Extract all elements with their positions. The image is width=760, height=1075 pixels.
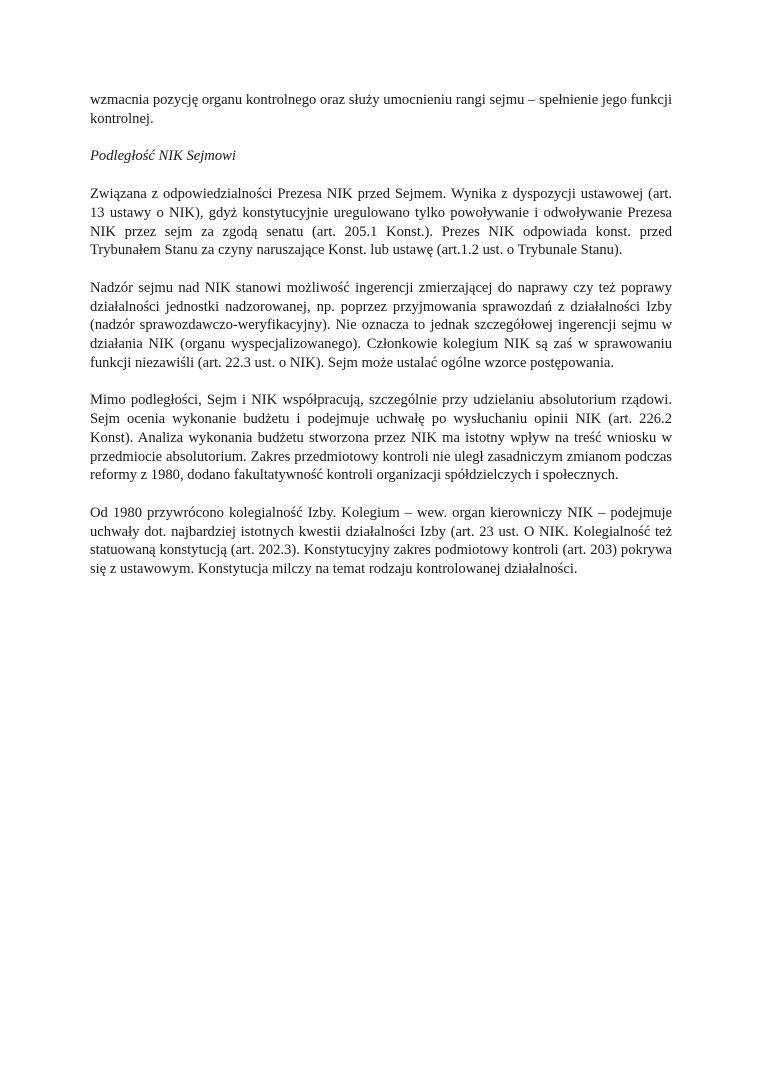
paragraph-collegiality: Od 1980 przywrócono kolegialność Izby. Kolegium – wew. organ kierowniczy NIK – podejmuje uchwały dot. najbardziej istotnych kwestii działalności Izby (art. 23 ust. O NIK. Kolegialność też statuowaną konstytucją (art. 202.3). Konstytucyjny zakres podmiotowy kontroli (art. 203) pokrywa się z ustawowym. Konstytucja milczy na temat rodzaju kontrolowanej działalności. xyxy=(90,504,672,578)
section-heading: Podległość NIK Sejmowi xyxy=(90,148,236,165)
paragraph-responsibility: Związana z odpowiedzialności Prezesa NIK przed Sejmem. Wynika z dyspozycji ustawowej (art. 13 ustawy o NIK), gdyż konstytucyjnie uregulowano tylko powoływanie i odwoływanie Prezesa NIK przez sejm za zgodą senatu (art. 205.1 Konst.). Prezes NIK odpowiada konst. przed Trybunałem Stanu za czyny naruszające Konst. lub ustawę (art.1.2 ust. o Trybunale Stanu). xyxy=(90,186,672,259)
paragraph-supervision: Nadzór sejmu nad NIK stanowi możliwość ingerencji zmierzającej do naprawy czy też poprawy działalności jednostki nadzorowanej, np. poprzez przyjmowania sprawozdań z działalności Izby (nadzór sprawozdawczo-weryfikacyjny). Nie oznacza to jednak szczegółowej ingerencji sejmu w działania NIK (organu wyspecjalizowanego). Członkowie kolegium NIK są zaś w sprawowaniu funkcji niezawiśli (art. 22.3 ust. o NIK). Sejm może ustalać ogólne wzorce postępowania. xyxy=(90,279,672,371)
document-body xyxy=(90,91,672,579)
paragraph-intro-continuation: wzmacnia pozycję organu kontrolnego oraz służy umocnieniu rangi sejmu – spełnienie jego funkcji kontrolnej. xyxy=(90,92,672,127)
paragraph-cooperation: Mimo podległości, Sejm i NIK współpracują, szczególnie przy udzielaniu absolutorium rządowi. Sejm ocenia wykonanie budżetu i podejmuje uchwałę po wysłuchaniu opinii NIK (art. 226.2 Konst). Analiza wykonania budżetu stworzona przez NIK ma istotny wpływ na treść wniosku w przedmiocie absolutorium. Zakres przedmiotowy kontroli nie uległ zasadniczym zmianom podczas reformy z 1980, dodano fakultatywność kontroli organizacji spółdzielczych i społecznych. xyxy=(90,392,672,484)
